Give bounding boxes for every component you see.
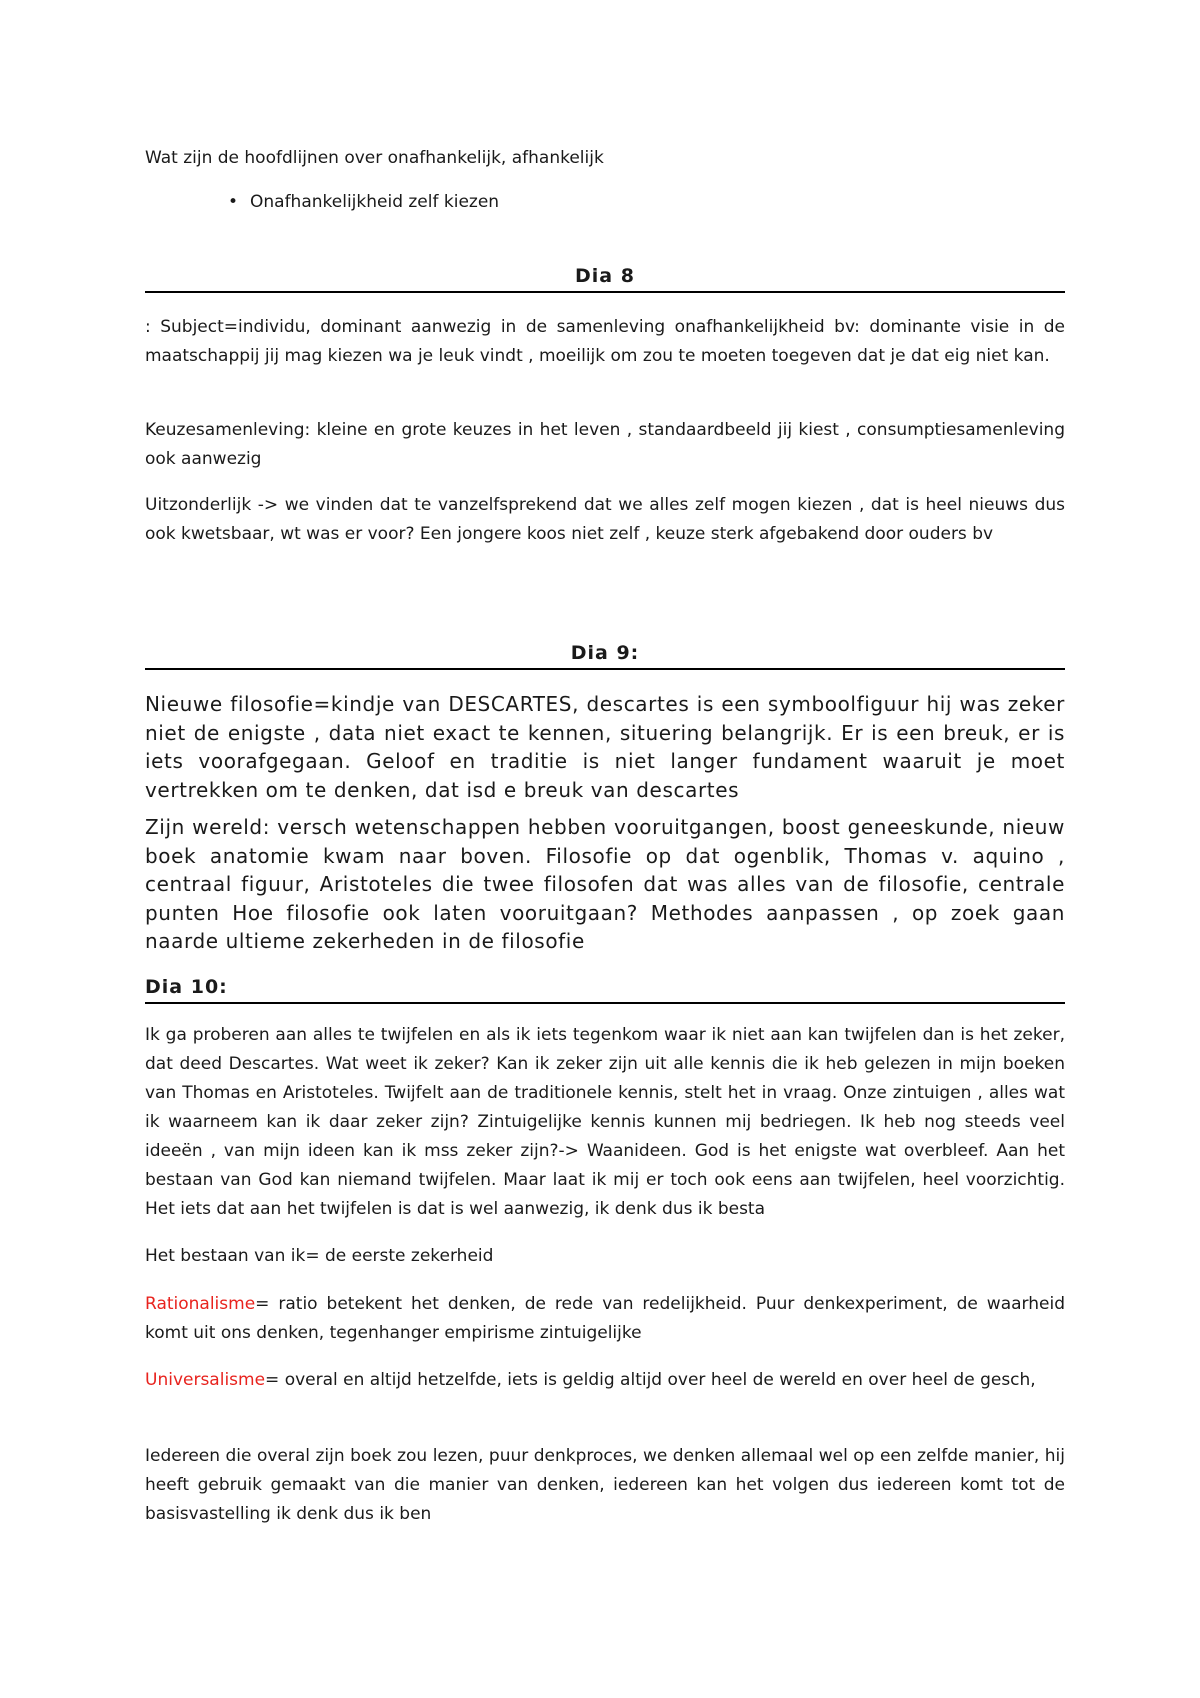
dia10-paragraph-5: Iedereen die overal zijn boek zou lezen, puur denkproces, we denken allemaal wel op een zelfde manier, hij heeft gebruik gemaakt van die manier van denken, iedereen kan het volgen dus iedereen komt tot de basisvastelling ik denk dus ik ben [145, 1446, 1065, 1524]
rationalisme-definition: = ratio betekent het denken, de rede van redelijkheid. Puur denkexperiment, de waarheid komt uit ons denken, tegenhanger empirisme zintuigelijke [145, 1294, 1065, 1343]
dia8-paragraph-2: Keuzesamenleving: kleine en grote keuzes in het leven , standaardbeeld jij kiest , consumptiesamenleving ook aanwezig [145, 420, 1065, 469]
dia10-universalisme-paragraph [145, 1366, 1065, 1395]
dia10-heading: Dia 10: [145, 976, 1065, 1004]
dia10-rationalisme-paragraph [145, 1290, 1065, 1348]
universalisme-term: Universalisme [145, 1370, 266, 1390]
dia8-heading: Dia 8 [145, 265, 1065, 293]
dia9-paragraph-2: Zijn wereld: versch wetenschappen hebben vooruitgangen, boost geneeskunde, nieuw boek anatomie kwam naar boven. Filosofie op dat ogenblik, Thomas v. aquino , centraal figuur, Aristoteles die twee filosofen dat was alles van de filosofie, centrale punten Hoe filosofie ook laten vooruitgaan? Methodes aanpassen , op zoek gaan naarde ultieme zekerheden in de filosofie [145, 815, 1065, 953]
dia10-paragraph-1: Ik ga proberen aan alles te twijfelen en als ik iets tegenkom waar ik niet aan kan twijfelen dan is het zeker, dat deed Descartes. Wat weet ik zeker? Kan ik zeker zijn uit alle kennis die ik heb gelezen in mijn boeken van Thomas en Aristoteles. Twijfelt aan de traditionele kennis, stelt het in vraag. Onze zintuigen , alles wat ik waarneem kan ik daar zeker zijn? Zintuigelijke kennis kunnen mij bedriegen. Ik heb nog steeds veel ideeën , van mijn ideen kan ik mss zeker zijn?-> Waanideen. God is het enigste wat overbleef. Aan het bestaan van God kan niemand twijfelen. Maar laat ik mij er toch ook eens aan twijfelen, heel voorzichtig. Het iets dat aan het twijfelen is dat is wel aanwezig, ik denk dus ik besta [145, 1025, 1065, 1219]
rationalisme-term: Rationalisme [145, 1294, 256, 1314]
intro-question: Wat zijn de hoofdlijnen over onafhankelijk, afhankelijk [145, 148, 604, 168]
bullet-icon: • [228, 192, 239, 212]
dia10-paragraph-2: Het bestaan van ik= de eerste zekerheid [145, 1246, 494, 1266]
dia8-paragraph-3: Uitzonderlijk -> we vinden dat te vanzelfsprekend dat we alles zelf mogen kiezen , dat is heel nieuws dus ook kwetsbaar, wt was er voor? Een jongere koos niet zelf , keuze sterk afgebakend door ouders bv [145, 495, 1065, 544]
dia9-heading: Dia 9: [145, 642, 1065, 670]
universalisme-definition: = overal en altijd hetzelfde, iets is geldig altijd over heel de wereld en over heel de gesch, [265, 1370, 1036, 1390]
intro-bullet-text: Onafhankelijkheid zelf kiezen [250, 192, 500, 212]
intro-bullet-item [228, 192, 500, 212]
dia9-paragraph-1: Nieuwe filosofie=kindje van DESCARTES, descartes is een symboolfiguur hij was zeker niet de enigste , data niet exact te kennen, situering belangrijk. Er is een breuk, er is iets voorafgegaan. Geloof en traditie is niet langer fundament waaruit je moet vertrekken om te denken, dat isd e breuk van descartes [145, 692, 1065, 802]
dia8-paragraph-1: : Subject=individu, dominant aanwezig in de samenleving onafhankelijkheid bv: dominante visie in de maatschappij jij mag kiezen wa je leuk vindt , moeilijk om zou te moeten toegeven dat je dat eig niet kan. [145, 317, 1065, 366]
